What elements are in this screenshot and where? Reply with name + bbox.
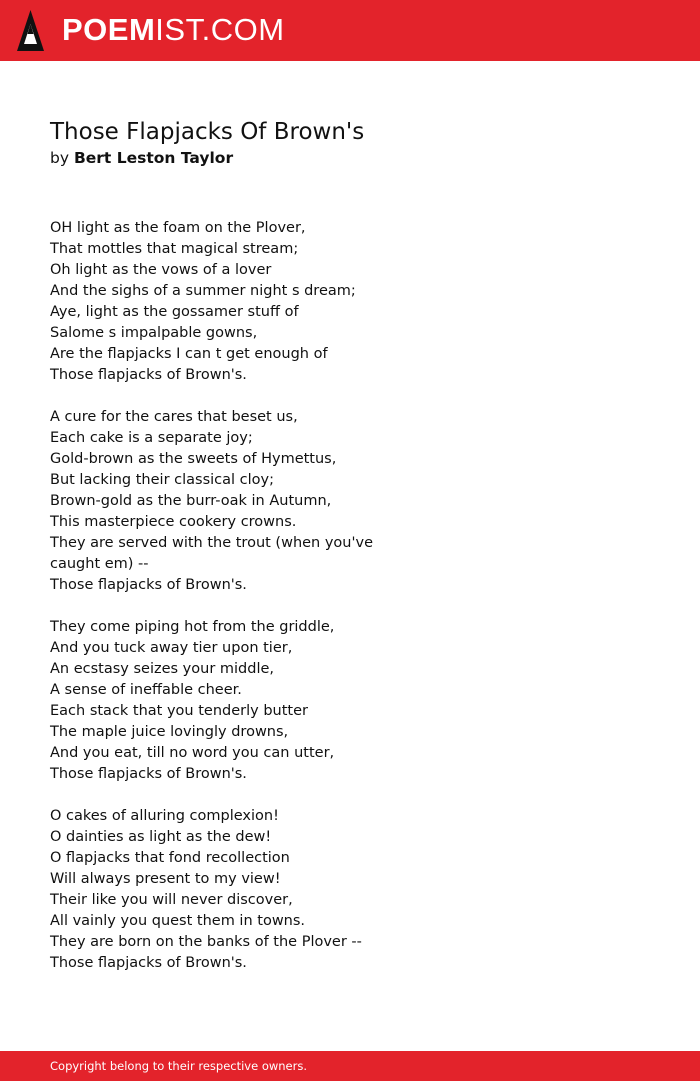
poem-line: O dainties as light as the dew! — [50, 829, 272, 845]
poem-line: But lacking their classical cloy; — [50, 472, 274, 488]
poem-line: The maple juice lovingly drowns, — [50, 724, 289, 740]
site-logo[interactable] — [62, 13, 285, 47]
pen-nib-icon — [17, 10, 44, 51]
poem-line: Will always present to my view! — [50, 871, 281, 887]
stanza — [50, 407, 380, 596]
poem-line: caught em) -- — [50, 556, 149, 572]
poem-line: Gold-brown as the sweets of Hymettus, — [50, 451, 337, 467]
poem-line: A sense of ineffable cheer. — [50, 682, 242, 698]
poem-line: Each stack that you tenderly butter — [50, 703, 308, 719]
logo-text-light: IST.COM — [155, 12, 285, 47]
poem-line: O flapjacks that fond recollection — [50, 850, 290, 866]
poem-line: Oh light as the vows of a lover — [50, 262, 272, 278]
poem-line: An ecstasy seizes your middle, — [50, 661, 275, 677]
poem-line: They are born on the banks of the Plover -- — [50, 934, 362, 950]
stanza — [50, 806, 380, 974]
poem-line: And you eat, till no word you can utter, — [50, 745, 335, 761]
poem-line: Each cake is a separate joy; — [50, 430, 253, 446]
site-footer — [0, 1051, 700, 1081]
poem-line: Those flapjacks of Brown's. — [50, 766, 247, 782]
poem-line: And you tuck away tier upon tier, — [50, 640, 293, 656]
author-name: Bert Leston Taylor — [73, 149, 234, 167]
copyright-notice: Copyright belong to their respective owners. — [50, 1059, 308, 1073]
poem-line: Are the flapjacks I can t get enough of — [50, 346, 328, 362]
poem-line: Salome s impalpable gowns, — [50, 325, 258, 341]
poem-line: They are served with the trout (when you've — [50, 535, 373, 551]
poem-line: That mottles that magical stream; — [50, 241, 299, 257]
poem-line: All vainly you quest them in towns. — [50, 913, 306, 929]
poem-line: OH light as the foam on the Plover, — [50, 220, 306, 236]
poem-line: O cakes of alluring complexion! — [50, 808, 279, 824]
poem-line: They come piping hot from the griddle, — [50, 619, 335, 635]
site-header — [0, 0, 700, 61]
stanza — [50, 617, 380, 785]
poem-line: Those flapjacks of Brown's. — [50, 955, 247, 971]
poem-title: Those Flapjacks Of Brown's — [50, 119, 365, 145]
poem-line: Those flapjacks of Brown's. — [50, 367, 247, 383]
poem-body — [50, 218, 380, 995]
stanza — [50, 218, 380, 386]
poem-line: Their like you will never discover, — [50, 892, 293, 908]
poem-line: Those flapjacks of Brown's. — [50, 577, 247, 593]
poem-line: This masterpiece cookery crowns. — [50, 514, 297, 530]
byline — [50, 148, 233, 169]
by-label: by — [50, 149, 70, 167]
poem-line: And the sighs of a summer night s dream; — [50, 283, 356, 299]
logo-text-bold: POEM — [62, 12, 156, 47]
poem-line: Brown-gold as the burr-oak in Autumn, — [50, 493, 332, 509]
poem-line: Aye, light as the gossamer stuff of — [50, 304, 299, 320]
poem-line: A cure for the cares that beset us, — [50, 409, 298, 425]
